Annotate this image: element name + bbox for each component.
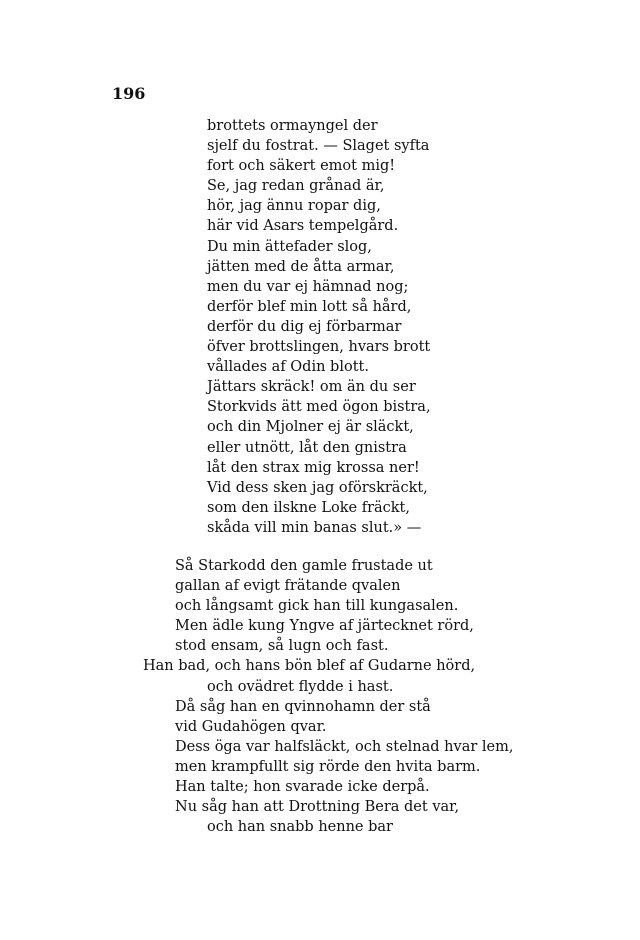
poem-line: gallan af evigt frätande qvalen: [175, 578, 401, 595]
poem-line: skåda vill min banas slut.» —: [207, 519, 422, 536]
page-number: 196: [112, 84, 146, 103]
poem-line: vållades af Odin blott.: [207, 359, 369, 376]
poem-line: Då såg han en qvinnohamn der stå: [175, 698, 431, 715]
poem-line: och han snabb henne bar: [207, 819, 393, 836]
poem-line: låt den strax mig krossa ner!: [207, 459, 420, 476]
poem-stanza-2: [0, 556, 640, 837]
poem-line: derför blef min lott så hård,: [207, 298, 412, 315]
poem-line: hör, jag ännu ropar dig,: [207, 198, 381, 215]
poem-line: eller utnött, låt den gnistra: [207, 439, 407, 456]
poem-line: öfver brottslingen, hvars brott: [207, 339, 431, 356]
poem-line: men du var ej hämnad nog;: [207, 278, 409, 295]
poem-line: här vid Asars tempelgård.: [207, 218, 399, 235]
poem-line: Du min ättefader slog,: [207, 238, 372, 255]
poem-stanza-1: [207, 116, 431, 538]
poem-line: jätten med de åtta armar,: [207, 258, 395, 275]
poem-line: Han bad, och hans bön blef af Gudarne hörd,: [143, 658, 476, 675]
poem-line: derför du dig ej förbarmar: [207, 318, 402, 335]
poem-line: Vid dess sken jag oförskräckt,: [207, 479, 428, 496]
poem-line: som den ilskne Loke fräckt,: [207, 499, 410, 516]
poem-line: Han talte; hon svarade icke derpå.: [175, 779, 430, 796]
poem-line: och din Mjolner ej är släckt,: [207, 419, 414, 436]
poem-line: vid Gudahögen qvar.: [175, 718, 327, 735]
poem-line: fort och säkert emot mig!: [207, 158, 396, 175]
poem-line: stod ensam, så lugn och fast.: [175, 638, 389, 655]
poem-line: och ovädret flydde i hast.: [207, 678, 394, 695]
poem-line: Nu såg han att Drottning Bera det var,: [175, 799, 460, 816]
poem-line: Dess öga var halfsläckt, och stelnad hvar lem,: [175, 738, 514, 755]
poem-line: och långsamt gick han till kungasalen.: [175, 598, 459, 615]
poem-line: Se, jag redan grånad är,: [207, 178, 385, 195]
poem-line: Men ädle kung Yngve af järtecknet rörd,: [175, 618, 474, 635]
poem-line: Så Starkodd den gamle frustade ut: [175, 558, 433, 574]
poem-line: Storkvids ätt med ögon bistra,: [207, 399, 431, 416]
poem-line: brottets ormayngel der: [207, 118, 378, 134]
poem-line: men krampfullt sig rörde den hvita barm.: [175, 758, 481, 775]
poem-line: sjelf du fostrat. — Slaget syfta: [207, 138, 430, 155]
poem-line: Jättars skräck! om än du ser: [207, 379, 416, 396]
